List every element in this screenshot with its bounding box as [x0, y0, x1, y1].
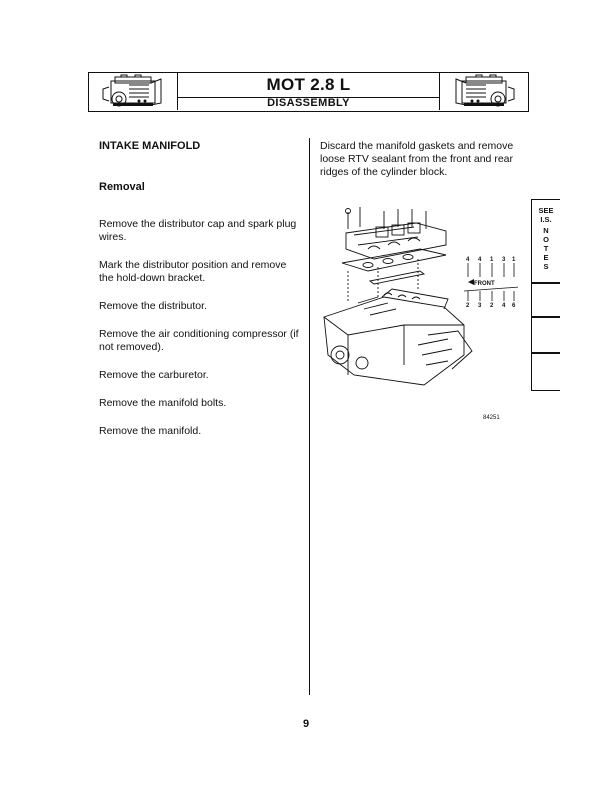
cylinder-number: 1 [512, 257, 516, 263]
notes-divider [532, 316, 560, 318]
cylinder-number: 3 [478, 303, 482, 309]
page-subtitle: DISASSEMBLY [267, 97, 350, 109]
figure-caption: 84251 [483, 415, 500, 421]
cylinder-number: 4 [466, 257, 470, 263]
cylinder-number: 4 [478, 257, 482, 263]
cylinder-number: 3 [502, 257, 506, 263]
notes-letter: E [543, 253, 549, 262]
intake-manifold-illustration [318, 205, 518, 405]
cylinder-number: 6 [512, 303, 516, 309]
notes-letter: O [543, 235, 549, 244]
step-text: Remove the air conditioning compressor (if not removed). [99, 328, 299, 353]
column-divider [309, 138, 310, 695]
front-arrow-icon [468, 279, 474, 285]
see-is-notes-tab [531, 199, 560, 391]
step-text: Mark the distributor position and remove the hold-down bracket. [99, 259, 287, 284]
cylinder-number: 4 [502, 303, 506, 309]
notes-letter: S [543, 262, 549, 271]
left-column [99, 140, 299, 438]
page-number: 9 [302, 718, 310, 730]
page-title: MOT 2.8 L [177, 73, 440, 98]
right-column [320, 140, 520, 179]
notes-label [532, 206, 560, 271]
header-center [177, 73, 440, 111]
notes-letter: T [543, 244, 549, 253]
is-label: I.S. [540, 215, 552, 224]
section-subheading: Removal [99, 181, 145, 193]
step-text: Remove the distributor. [99, 300, 207, 312]
front-label: FRONT [474, 281, 495, 287]
instruction-text: Discard the manifold gaskets and remove loose RTV sealant from the front and rear ridges of the cylinder block. [320, 140, 514, 178]
notes-divider [532, 282, 560, 284]
engine-icon [439, 73, 528, 110]
section-heading: INTAKE MANIFOLD [99, 140, 201, 152]
see-label: SEE [538, 206, 554, 215]
notes-divider [532, 352, 560, 354]
notes-letter: N [543, 226, 549, 235]
step-text: Remove the manifold bolts. [99, 397, 227, 409]
engine-icon [89, 73, 178, 110]
step-text: Remove the distributor cap and spark plug wires. [99, 218, 297, 243]
cylinder-number: 2 [466, 303, 470, 309]
step-text: Remove the manifold. [99, 425, 202, 437]
cylinder-number: 2 [490, 303, 494, 309]
page-header [88, 72, 529, 112]
step-text: Remove the carburetor. [99, 369, 209, 381]
cylinder-number: 1 [490, 257, 494, 263]
